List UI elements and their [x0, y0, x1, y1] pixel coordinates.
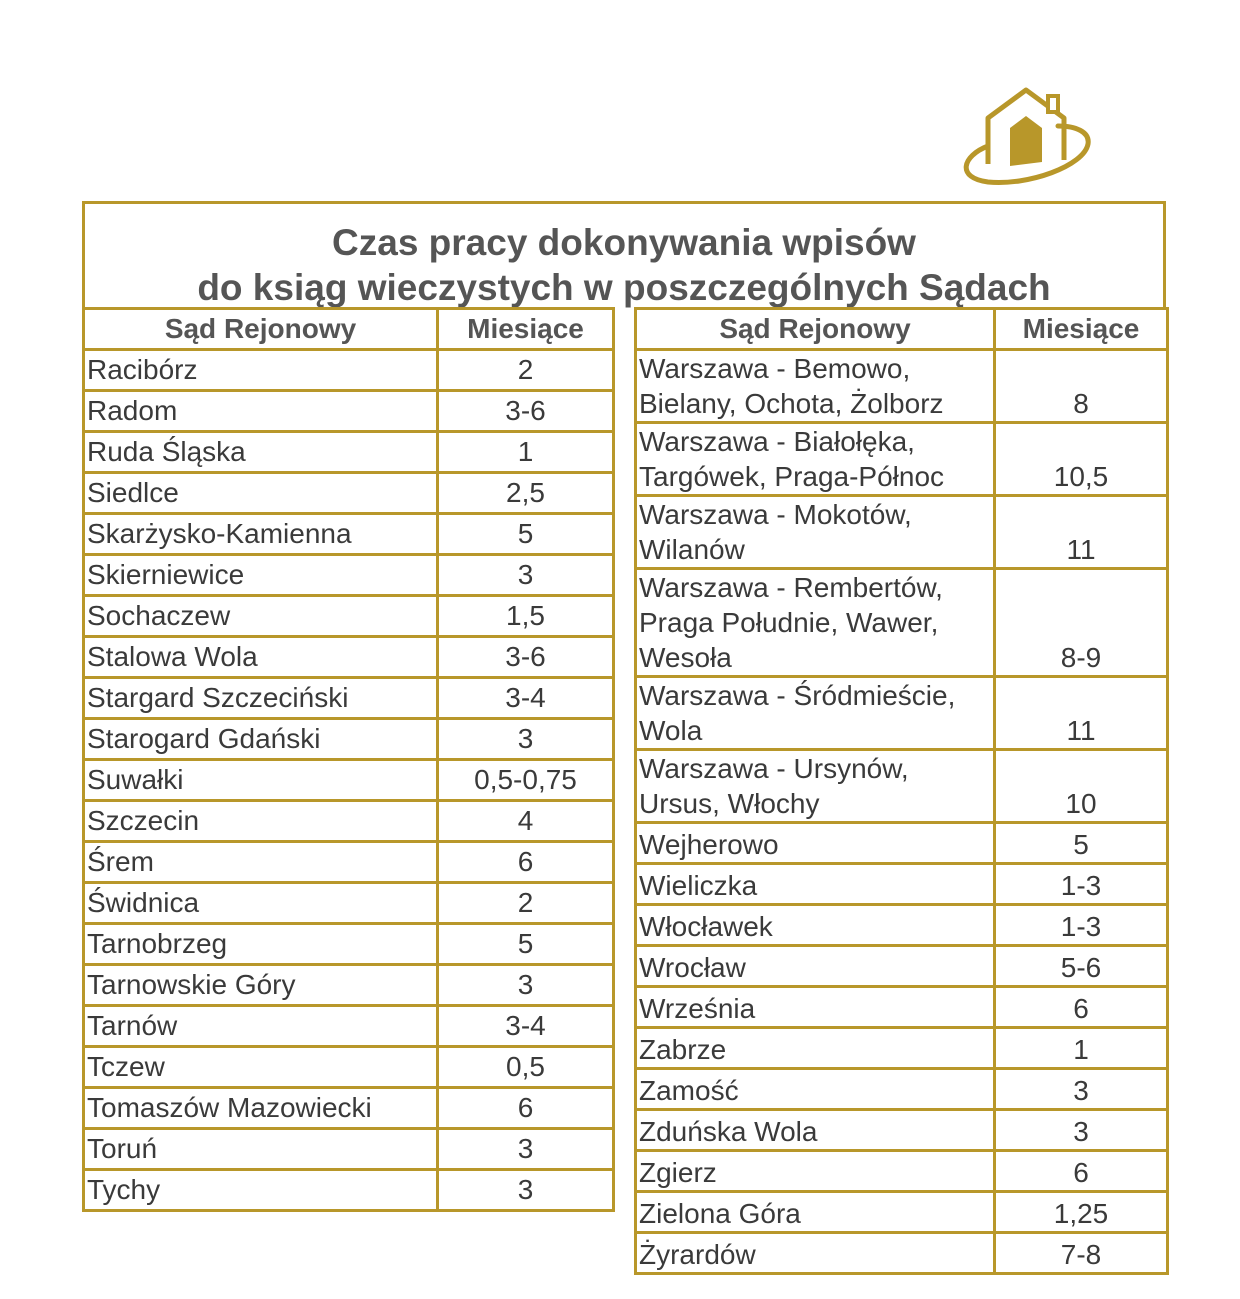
months-value: 1-3: [995, 905, 1168, 946]
table-row: [84, 432, 614, 473]
court-name: [636, 987, 995, 1028]
table-row: [636, 1192, 1168, 1233]
header-months: Miesiące: [438, 309, 614, 350]
court-name: Skierniewice: [84, 555, 438, 596]
months-value: 3: [438, 555, 614, 596]
court-name: Tarnów: [84, 1006, 438, 1047]
court-name: Siedlce: [84, 473, 438, 514]
months-value: 3: [438, 965, 614, 1006]
court-name-line: Bielany, Ochota, Żolborz: [639, 388, 944, 419]
court-name-line: Targówek, Praga-Północ: [639, 461, 945, 492]
months-value: 4: [438, 801, 614, 842]
table-row: [636, 905, 1168, 946]
court-name-line: Wilanów: [639, 534, 745, 565]
court-name: [636, 677, 995, 750]
court-name: Ruda Śląska: [84, 432, 438, 473]
left-header-row: [84, 309, 614, 350]
table-row: [84, 801, 614, 842]
table-row: [636, 1151, 1168, 1192]
court-name: [636, 1028, 995, 1069]
months-value: 1,5: [438, 596, 614, 637]
table-row: [636, 946, 1168, 987]
court-name: [636, 350, 995, 423]
months-value: 8-9: [995, 569, 1168, 677]
court-name: Toruń: [84, 1129, 438, 1170]
court-name: Skarżysko-Kamienna: [84, 514, 438, 555]
court-name: [636, 1069, 995, 1110]
court-name-line: Zduńska Wola: [639, 1116, 818, 1147]
right-court-table: [634, 307, 1169, 1275]
court-name: [636, 1110, 995, 1151]
months-value: 5: [438, 514, 614, 555]
table-row: [636, 677, 1168, 750]
court-name-line: Żyrardów: [639, 1239, 756, 1270]
months-value: 5: [438, 924, 614, 965]
court-name: Świdnica: [84, 883, 438, 924]
months-value: 7-8: [995, 1233, 1168, 1274]
table-row: [636, 569, 1168, 677]
months-value: 6: [995, 987, 1168, 1028]
court-name: [636, 905, 995, 946]
table-row: [84, 1047, 614, 1088]
court-name-line: Włocławek: [639, 911, 773, 942]
court-name-line: Zabrze: [639, 1034, 727, 1065]
table-row: [636, 987, 1168, 1028]
court-name-line: Warszawa - Bemowo,: [639, 353, 911, 384]
court-name: Tarnobrzeg: [84, 924, 438, 965]
table-row: [636, 1110, 1168, 1151]
table-row: [84, 1170, 614, 1211]
court-name-line: Praga Południe, Wawer,: [639, 607, 939, 638]
court-name-line: Zielona Góra: [639, 1198, 801, 1229]
court-name: [636, 496, 995, 569]
table-row: [84, 637, 614, 678]
months-value: 6: [438, 1088, 614, 1129]
right-header-row: [636, 309, 1168, 350]
court-name-line: Warszawa - Białołęka,: [639, 426, 915, 457]
table-row: [84, 473, 614, 514]
months-value: 6: [438, 842, 614, 883]
months-value: 0,5: [438, 1047, 614, 1088]
court-name-line: Warszawa - Śródmieście,: [639, 680, 956, 711]
months-value: 10: [995, 750, 1168, 823]
months-value: 3-4: [438, 1006, 614, 1047]
months-value: 3-6: [438, 391, 614, 432]
header-court: Sąd Rejonowy: [636, 309, 995, 350]
months-value: 0,5-0,75: [438, 760, 614, 801]
court-name-line: Wrocław: [639, 952, 746, 983]
table-row: [84, 719, 614, 760]
table-row: [636, 423, 1168, 496]
months-value: 2: [438, 883, 614, 924]
months-value: 2,5: [438, 473, 614, 514]
header-months: Miesiące: [995, 309, 1168, 350]
months-value: 3: [995, 1069, 1168, 1110]
court-name: Radom: [84, 391, 438, 432]
table-title: [82, 201, 1166, 307]
court-name-line: Wola: [639, 715, 703, 746]
table-row: [84, 760, 614, 801]
court-name: [636, 946, 995, 987]
months-value: 11: [995, 677, 1168, 750]
table-row: [636, 350, 1168, 423]
table-row: [636, 496, 1168, 569]
months-value: 1: [438, 432, 614, 473]
court-name-line: Wieliczka: [639, 870, 758, 901]
months-value: 3-6: [438, 637, 614, 678]
court-name: [636, 1151, 995, 1192]
court-name: Stargard Szczeciński: [84, 678, 438, 719]
table-row: [84, 1129, 614, 1170]
court-name: Tczew: [84, 1047, 438, 1088]
court-name-line: Warszawa - Ursynów,: [639, 753, 909, 784]
court-name: [636, 750, 995, 823]
table-row: [636, 1233, 1168, 1274]
title-line-1: Czas pracy dokonywania wpisów: [332, 222, 916, 263]
court-name: Tarnowskie Góry: [84, 965, 438, 1006]
title-line-2: do ksiąg wieczystych w poszczególnych Sądach: [197, 267, 1051, 308]
court-name: Sochaczew: [84, 596, 438, 637]
court-name-line: Wesoła: [639, 642, 732, 673]
months-value: 3-4: [438, 678, 614, 719]
left-court-table: [82, 307, 615, 1212]
table-row: [636, 1069, 1168, 1110]
court-name-line: Września: [639, 993, 756, 1024]
months-value: 2: [438, 350, 614, 391]
months-value: 11: [995, 496, 1168, 569]
table-row: [84, 596, 614, 637]
months-value: 3: [438, 719, 614, 760]
months-value: 3: [995, 1110, 1168, 1151]
court-name: [636, 864, 995, 905]
months-value: 1,25: [995, 1192, 1168, 1233]
table-row: [636, 864, 1168, 905]
court-name: [636, 569, 995, 677]
court-name-line: Warszawa - Mokotów,: [639, 499, 912, 530]
court-name-line: Wejherowo: [639, 829, 779, 860]
months-value: 5-6: [995, 946, 1168, 987]
table-row: [636, 823, 1168, 864]
table-row: [84, 1088, 614, 1129]
court-name: [636, 823, 995, 864]
court-name: Stalowa Wola: [84, 637, 438, 678]
table-row: [84, 965, 614, 1006]
table-row: [84, 1006, 614, 1047]
court-name-line: Warszawa - Rembertów,: [639, 572, 943, 603]
table-row: [84, 678, 614, 719]
table-row: [636, 1028, 1168, 1069]
table-row: [84, 350, 614, 391]
court-name: Starogard Gdański: [84, 719, 438, 760]
court-name: Śrem: [84, 842, 438, 883]
months-value: 5: [995, 823, 1168, 864]
table-row: [84, 883, 614, 924]
months-value: 1-3: [995, 864, 1168, 905]
court-name: Racibórz: [84, 350, 438, 391]
table-row: [84, 391, 614, 432]
court-name: Suwałki: [84, 760, 438, 801]
court-name: [636, 1192, 995, 1233]
table-row: [636, 750, 1168, 823]
court-name: Szczecin: [84, 801, 438, 842]
header-court: Sąd Rejonowy: [84, 309, 438, 350]
months-value: 3: [438, 1170, 614, 1211]
court-name: [636, 1233, 995, 1274]
court-name: Tychy: [84, 1170, 438, 1211]
months-value: 10,5: [995, 423, 1168, 496]
months-value: 1: [995, 1028, 1168, 1069]
table-row: [84, 514, 614, 555]
court-name: [636, 423, 995, 496]
court-name: Tomaszów Mazowiecki: [84, 1088, 438, 1129]
house-logo-icon: [958, 86, 1094, 186]
court-name-line: Zgierz: [639, 1157, 717, 1188]
court-name-line: Zamość: [639, 1075, 739, 1106]
table-row: [84, 555, 614, 596]
table-row: [84, 924, 614, 965]
months-value: 6: [995, 1151, 1168, 1192]
court-name-line: Ursus, Włochy: [639, 788, 820, 819]
months-value: 8: [995, 350, 1168, 423]
table-row: [84, 842, 614, 883]
months-value: 3: [438, 1129, 614, 1170]
